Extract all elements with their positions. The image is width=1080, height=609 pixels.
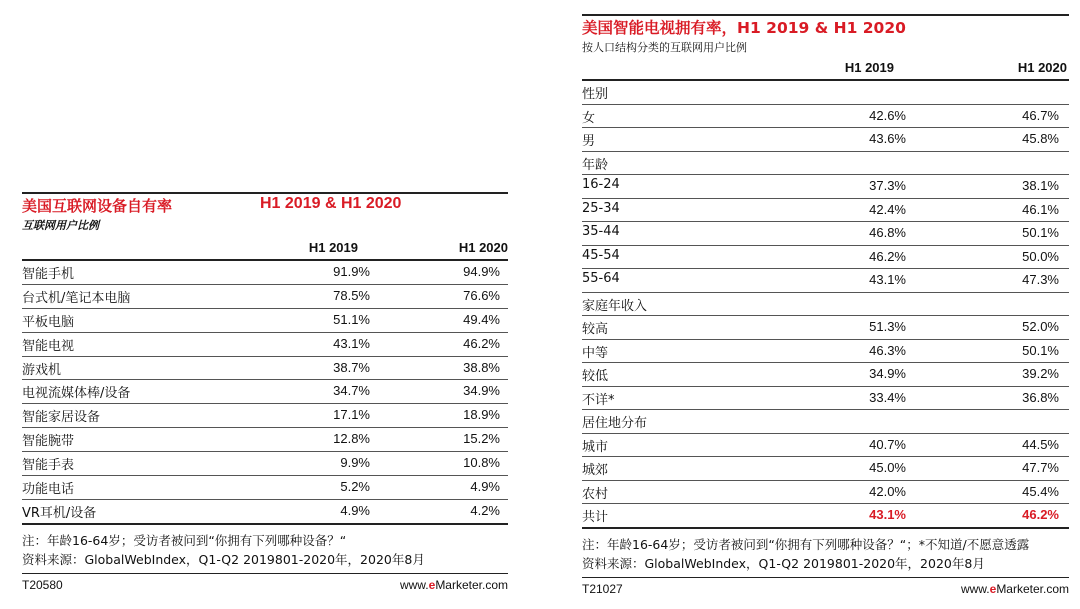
value-h1-2019: 17.1% xyxy=(333,407,370,423)
value-h1-2019: 46.2% xyxy=(869,248,906,264)
row-label: 性别 xyxy=(582,87,609,102)
right-header-row xyxy=(582,56,1069,81)
table-row xyxy=(582,481,1069,505)
value-h1-2020: 44.5% xyxy=(1022,436,1059,452)
row-label: 智能手机 xyxy=(22,267,75,282)
value-h1-2019: 46.3% xyxy=(869,342,906,358)
table-row xyxy=(22,428,508,452)
row-label: 女 xyxy=(582,110,596,126)
table-row xyxy=(22,500,508,525)
value-h1-2019: 45.0% xyxy=(869,460,906,475)
left-col-h1-2019: H1 2019 xyxy=(308,240,358,255)
value-h1-2020: 4.2% xyxy=(470,502,500,518)
table-row xyxy=(582,246,1069,270)
row-label: 功能电话 xyxy=(22,482,75,498)
left-footer xyxy=(22,573,508,592)
row-label: 25-34 xyxy=(582,200,620,216)
table-row xyxy=(582,105,1069,129)
table-row xyxy=(22,476,508,500)
value-h1-2019: 46.8% xyxy=(869,225,906,240)
table-row xyxy=(22,452,508,476)
value-h1-2020: 10.8% xyxy=(463,455,500,471)
row-label: 较高 xyxy=(582,322,609,337)
value-h1-2019: 9.9% xyxy=(340,455,370,471)
value-h1-2019: 34.9% xyxy=(869,366,906,381)
table-row xyxy=(22,380,508,404)
table-row xyxy=(582,457,1069,481)
table-row xyxy=(582,269,1069,293)
row-label: 城市 xyxy=(582,439,609,455)
value-h1-2020: 45.4% xyxy=(1022,483,1059,499)
value-h1-2019: 40.7% xyxy=(869,436,906,452)
row-label: 游戏机 xyxy=(22,362,62,378)
value-h1-2019: 38.7% xyxy=(333,359,370,375)
right-col-h1-2019: H1 2019 xyxy=(844,60,894,75)
row-label: 家庭年收入 xyxy=(582,298,648,314)
row-label: 电视流媒体棒/设备 xyxy=(22,386,131,402)
value-h1-2019: 43.1% xyxy=(869,507,906,522)
site-brand: e xyxy=(989,581,997,596)
value-h1-2020: 52.0% xyxy=(1022,319,1059,334)
value-h1-2020: 46.2% xyxy=(1022,507,1059,522)
right-title: 美国智能电视拥有率，H1 2019 & H1 2020 xyxy=(582,19,906,37)
value-h1-2019: 43.1% xyxy=(333,335,370,351)
value-h1-2020: 34.9% xyxy=(463,383,500,399)
row-label: 智能电视 xyxy=(22,338,75,354)
right-col-h1-2020: H1 2020 xyxy=(1017,60,1067,75)
value-h1-2020: 45.8% xyxy=(1022,131,1059,146)
table-row xyxy=(582,316,1069,340)
table-row xyxy=(22,333,508,357)
row-label: 35-44 xyxy=(582,224,620,239)
value-h1-2019: 42.0% xyxy=(869,483,906,499)
value-h1-2020: 49.4% xyxy=(463,311,500,327)
value-h1-2019: 4.9% xyxy=(340,502,370,518)
row-label: 16-24 xyxy=(582,177,620,192)
table-row xyxy=(582,434,1069,458)
table-row xyxy=(582,199,1069,223)
row-label: 台式机/笔记本电脑 xyxy=(22,290,131,306)
row-label: 年龄 xyxy=(582,157,609,173)
right-chart-code: T21027 xyxy=(582,581,623,596)
row-label: 较低 xyxy=(582,369,609,384)
row-label: 智能手表 xyxy=(22,458,75,474)
row-label: 智能腕带 xyxy=(22,434,75,450)
value-h1-2020: 38.1% xyxy=(1022,178,1059,193)
site-suffix: Marketer.com xyxy=(435,577,508,592)
value-h1-2020: 76.6% xyxy=(463,287,500,303)
smart-tv-ownership-table xyxy=(582,14,1069,596)
table-row xyxy=(582,128,1069,152)
row-label: 农村 xyxy=(582,486,609,502)
value-h1-2020: 36.8% xyxy=(1022,389,1059,405)
value-h1-2019: 78.5% xyxy=(333,287,370,303)
value-h1-2019: 91.9% xyxy=(333,264,370,279)
row-label: 中等 xyxy=(582,345,609,361)
value-h1-2019: 51.3% xyxy=(869,319,906,334)
value-h1-2020: 38.8% xyxy=(463,359,500,375)
right-site-link[interactable] xyxy=(961,582,1069,596)
row-label: 男 xyxy=(582,134,596,149)
table-row xyxy=(22,357,508,381)
table-row xyxy=(22,285,508,309)
value-h1-2019: 43.1% xyxy=(869,272,906,287)
value-h1-2020: 50.1% xyxy=(1022,342,1059,358)
right-note: 注：年龄16-64岁；受访者被问到“你拥有下列哪种设备？“；*不知道/不愿意透露 xyxy=(582,536,1030,552)
row-label: 55-64 xyxy=(582,271,620,286)
site-prefix: www. xyxy=(399,577,429,592)
value-h1-2020: 46.7% xyxy=(1022,107,1059,123)
left-note: 注：年龄16-64岁；受访者被问到“你拥有下列哪种设备？“ xyxy=(22,532,347,548)
left-header-row xyxy=(22,234,508,261)
right-source: 资料来源：GlobalWebIndex，Q1-Q2 2019801-2020年，2020年8月 xyxy=(582,555,985,571)
value-h1-2019: 33.4% xyxy=(869,389,906,405)
site-prefix: www. xyxy=(960,581,990,596)
right-title-row xyxy=(582,16,1069,40)
site-brand: e xyxy=(428,577,436,592)
left-site-link[interactable] xyxy=(400,578,508,592)
left-title: 美国互联网设备自有率 xyxy=(22,197,173,215)
value-h1-2020: 46.1% xyxy=(1022,201,1059,217)
row-label: VR耳机/设备 xyxy=(22,505,97,521)
value-h1-2020: 47.7% xyxy=(1022,460,1059,475)
right-subtitle: 按人口结构分类的互联网用户比例 xyxy=(582,41,747,54)
left-col-h1-2020: H1 2020 xyxy=(458,240,508,255)
left-subtitle: 互联网用户比例 xyxy=(22,219,99,232)
site-suffix: Marketer.com xyxy=(996,581,1069,596)
row-label: 不详* xyxy=(582,392,615,408)
table-row xyxy=(22,261,508,285)
value-h1-2020: 46.2% xyxy=(463,335,500,351)
table-row xyxy=(22,404,508,428)
value-h1-2019: 51.1% xyxy=(333,311,370,327)
right-footer xyxy=(582,577,1069,596)
value-h1-2020: 18.9% xyxy=(463,407,500,423)
section-header-row xyxy=(582,81,1069,105)
value-h1-2020: 15.2% xyxy=(463,431,500,447)
value-h1-2020: 50.1% xyxy=(1022,225,1059,240)
row-label: 45-54 xyxy=(582,247,620,263)
table-row xyxy=(582,222,1069,246)
table-row xyxy=(582,363,1069,387)
table-row xyxy=(22,309,508,333)
value-h1-2019: 43.6% xyxy=(869,131,906,146)
total-row xyxy=(582,504,1069,529)
right-rows xyxy=(582,81,1069,529)
row-label: 平板电脑 xyxy=(22,314,75,330)
value-h1-2019: 42.4% xyxy=(869,201,906,217)
device-ownership-table xyxy=(22,192,508,592)
left-title-period: H1 2019 & H1 2020 xyxy=(260,195,402,212)
table-row xyxy=(582,175,1069,199)
value-h1-2019: 34.7% xyxy=(333,383,370,399)
table-row xyxy=(582,387,1069,411)
row-label: 城郊 xyxy=(582,463,609,478)
value-h1-2020: 4.9% xyxy=(470,479,500,495)
left-chart-code: T20580 xyxy=(22,577,63,592)
value-h1-2019: 5.2% xyxy=(340,479,370,495)
value-h1-2020: 39.2% xyxy=(1022,366,1059,381)
section-header-row xyxy=(582,152,1069,176)
row-label: 智能家居设备 xyxy=(22,410,101,426)
table-row xyxy=(582,340,1069,364)
row-label: 共计 xyxy=(582,510,609,525)
value-h1-2019: 37.3% xyxy=(869,178,906,193)
value-h1-2020: 47.3% xyxy=(1022,272,1059,287)
value-h1-2019: 42.6% xyxy=(869,107,906,123)
row-label: 居住地分布 xyxy=(582,416,648,431)
value-h1-2019: 12.8% xyxy=(333,431,370,447)
left-title-row xyxy=(22,194,508,218)
value-h1-2020: 94.9% xyxy=(463,264,500,279)
section-header-row xyxy=(582,293,1069,317)
value-h1-2020: 50.0% xyxy=(1022,248,1059,264)
left-source: 资料来源：GlobalWebIndex，Q1-Q2 2019801-2020年，2020年8月 xyxy=(22,551,425,567)
left-rows xyxy=(22,261,508,525)
section-header-row xyxy=(582,410,1069,434)
